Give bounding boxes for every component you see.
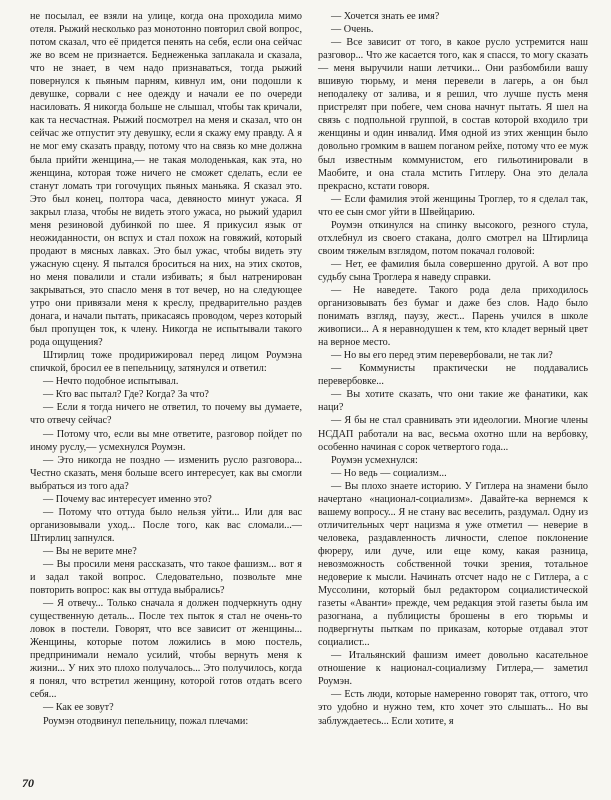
paragraph: — Хочется знать ее имя? [331, 11, 440, 22]
paragraph: — Коммунисты практически не поддавались перевербовке... [318, 363, 588, 388]
paragraph: — Я отвечу... Только сначала я должен подчеркнуть одну существенную деталь... После тех пыток я стал не очень-то ловок в постели. Говорят, что все зависит от женщины... Женщины, которые потом ложились в мою постель, предпринимали немало усилий, чтобы вернуть меня к жизни... У них это плохо получалось... Это получилось, когда я понял, что встретил женщину, которой готов отдать всего себя... [30, 598, 302, 701]
paragraph: — Вы не верите мне? [43, 545, 137, 557]
paragraph: — Это никогда не поздно — изменить русло разговора... Честно сказать, меня больше всего интересует, как вы смогли выбраться из того ада? [30, 454, 302, 492]
paragraph: — Не наведете. Такого рода дела приходилось организовывать без бумаг и даже без слов. Надо было понимать взгляд, паузу, жест... Парень учился в школе живописи... А я неравнодушен к тем, кто кладет верный цвет на верное место. [318, 284, 588, 349]
paragraph: — Кто вас пытал? Где? Когда? За что? [43, 389, 209, 401]
left-text-column [30, 10, 302, 728]
paragraph: — Потому что оттуда было нельзя уйти... Или для вас организовывали уход... После того, как вас сломали...— Штирлиц запнулся. [30, 506, 302, 544]
paragraph: не посылал, ее взяли на улице, когда она проходила мимо отеля. Рыжий несколько раз монотонно повторил свой вопрос, потом сказал, что её придется пенять на себя, если она сейчас же во всем не признается. Беднеженька заплакала и сказала, что не знает, в чем надо признаваться, тогда рыжий повернулся к пьяным парням, кивнул им, они подошли к девушке, сорвали с нее одежду и начали ее по очереди насиловать. Я никогда больше не слышал, чтобы так кричали, как та несчастная. Рыжий посмотрел на меня и сказал, что он сейчас же отпустит эту девушку, если я скажу ему правду. А я не мог ему сказать правду, потому что на связь ко мне должна была прийти женщина,— не такая молоденькая, как эта, но женщина, которая тоже ничего не сможет сделать, если ее станут ломать три гогочущих пьяных маньяка. Я сказал это. Это был конец, полтора часа, девяносто минут ужаса. Я закрыл глаза, чтобы не видеть этого ужаса, но рыжий ударил меня резиновой дубинкой по шее. Я прикусил язык от неожиданности, он вспух и стал похож на говяжий, который продают в мясных лавках. Это был ужас, чтобы видеть эту ужасную сцену. Я пытался броситься на них, на этих скотов, но меня повалили и стали избивать; я был натренирован закрываться, это спасло меня в тот вечер, но на следующее утро они привязали меня к креслу, предварительно раздев донага, и начали пытать, прикасаясь проводом, через который был пропущен ток, к члену. Никогда не испытывали такого рода ощущения? [30, 11, 302, 349]
page-number: 70 [22, 776, 34, 790]
paragraph: — Нет, ее фамилия была совершенно другой. А вот про судьбу сына Троглера я наведу справки. [318, 258, 588, 283]
paragraph: — Если фамилия этой женщины Троглер, то я сделал так, что ее сын смог уйти в Швейцарию. [318, 193, 588, 218]
paragraph: — Вы хотите сказать, что они такие же фанатики, как наци? [318, 389, 588, 414]
paragraph: — Если я тогда ничего не ответил, то почему вы думаете, что отвечу сейчас? [30, 402, 302, 427]
paragraph: — Вы плохо знаете историю. У Гитлера на знамени было начертано «национал-социализм». Давайте-ка вернемся к вашему вопросу... Я не стану вас веселить, раздумал. Одну из отличительных черт нацизма я уже отметил — неверие в человека, раздавленность личности, слепое поклонение фюреру, или дуче, или еще кому, какая разница, невозможность собственной точки зрения, тотальное недоверие к мысли. Начинать отсчет надо не с Гитлера, а с Муссолини, который был редактором социалистической газеты «Аванти» прежде, чем редакция этой газеты была им разогнана, а публицисты брошены в его тюрьмы и подвергнуты пыткам по приказам, которые отдавал этот социалист... [318, 480, 588, 649]
paragraph: — Но вы его перед этим перевербовали, не так ли? [331, 350, 553, 362]
paragraph: — Итальянский фашизм имеет довольно касательное отношение к национал-социализму Гитлера,— заметил Роумэн. [318, 650, 588, 688]
paragraph: — Нечто подобное испытывал. [43, 376, 179, 388]
paragraph: — Есть люди, которые намеренно говорят так, оттого, что это удобно и нужно тем, кто хочет это слышать... Но вы заблуждаетесь... Если хотите, я [318, 689, 588, 727]
paragraph: — Почему вас интересует именно это? [43, 493, 212, 505]
paragraph: — Вы просили меня рассказать, что такое фашизм... вот я и задал такой вопрос. Следовательно, позвольте мне повторить вопрос: как вы оттуда выбрались? [30, 558, 302, 597]
paragraph: — Я бы не стал сравнивать эти идеологии. Многие члены НСДАП работали на вас, весьма охотно шли на вербовку, особенно начиная с сорок четвертого года... [318, 415, 588, 453]
paragraph: — Но ведь — социализм... [331, 467, 447, 479]
paragraph: — Потому что, если вы мне ответите, разговор пойдет по иному руслу,— усмехнулся Роумэн. [30, 428, 302, 453]
right-text-column [318, 10, 588, 728]
paragraph: — Очень. [331, 24, 374, 36]
paragraph: Роумэн откинулся на спинку высокого, резного стула, отхлебнул из своего стакана, долго смотрел на Штирлица своим тяжелым взглядом, потом покачал головой: [318, 219, 588, 257]
paragraph: — Все зависит от того, в какое русло устремится наш разговор... Что же касается того, как я спасся, то могу сказать — меня выручили наши летчики... Они разбомбили вашу вшивую тюрьму, и меня перевели в лагерь, а он был неподалеку от залива, и я решил, что лучше пусть меня пристрелят при побеге, чем снова начнут пытать. Я шел на связь с подпольной группой, в состав которой входило три женщины и один инвалид. Имя одной из этих женщин было довольно громким в вашем поганом рейхе, потому что ее муж был известным коммунистом, его гильотинировали в Маобите, и она стала мстить Гитлеру. Она это делала прекрасно, кстати говоря. [318, 37, 588, 192]
paragraph: Штирлиц тоже продирижировал перед лицом Роумэна спичкой, бросил ее в пепельницу, затянулся и ответил: [30, 350, 302, 375]
paragraph: Роумэн отодвинул пепельницу, пожал плечами: [43, 715, 249, 727]
paragraph: Роумэн усмехнулся: [331, 454, 418, 466]
paragraph: — Как ее зовут? [43, 702, 114, 714]
